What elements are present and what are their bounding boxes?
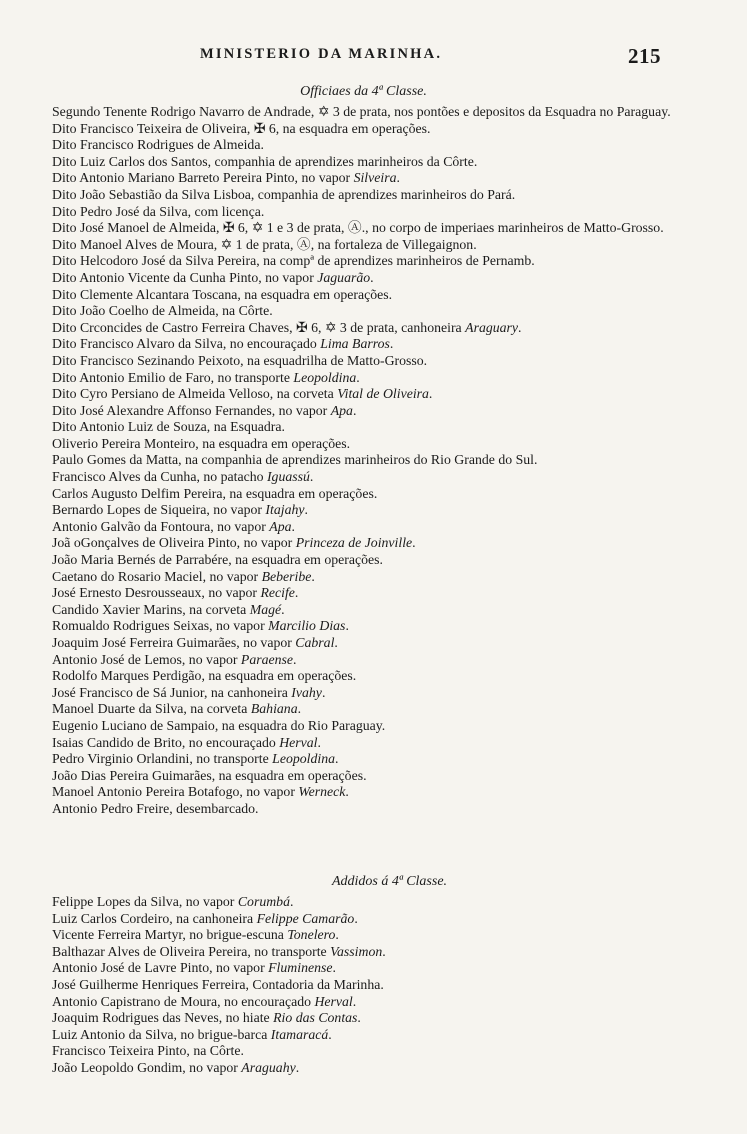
- list-entry: [52, 768, 700, 785]
- entry-text: João Maria Bernés de Parrabére, na esquadra em operações.: [52, 552, 383, 568]
- section-heading-officers: Officiaes da 4ª Classe.: [300, 84, 427, 99]
- entry-text: Antonio Galvão da Fontoura, no vapor: [52, 518, 270, 534]
- entry-text: Luiz Carlos Cordeiro, na canhoneira: [52, 910, 257, 926]
- ship-name: Tonelero: [287, 927, 336, 943]
- list-entry: [52, 635, 700, 652]
- page-number: 215: [628, 44, 661, 68]
- entry-text: Dito Francisco Teixeira de Oliveira, ✠ 6, na esquadra em operações.: [52, 120, 431, 136]
- entry-punctuation: .: [352, 402, 357, 418]
- entry-text: Joaquim Rodrigues das Neves, no hiate: [52, 1010, 274, 1026]
- entry-text: Dito Antonio Luiz de Souza, na Esquadra.: [52, 419, 285, 435]
- list-entry: [52, 668, 700, 685]
- list-entry: [52, 137, 700, 154]
- ship-name: Leopoldina: [272, 751, 336, 767]
- ship-name: Recife: [260, 585, 295, 601]
- list-entry: [52, 436, 700, 453]
- list-entry: [52, 386, 700, 403]
- entry-text: Joaquim José Ferreira Guimarães, no vapor: [52, 635, 296, 650]
- entry-text: Pedro Virginio Orlandini, no transporte: [52, 751, 273, 767]
- list-entry: [52, 1060, 700, 1077]
- list-entry: [52, 519, 700, 536]
- entry-punctuation: .: [289, 894, 294, 909]
- list-entry: [52, 535, 700, 552]
- entry-text: João Leopoldo Gondim, no vapor: [52, 1059, 242, 1075]
- entry-text: Antonio José de Lemos, no vapor: [52, 651, 241, 667]
- list-entry: [52, 170, 700, 187]
- entry-text: Carlos Augusto Delfim Pereira, na esquadra em operações.: [52, 485, 378, 501]
- entry-punctuation: .: [311, 568, 315, 584]
- entry-text: Dito José Alexandre Affonso Fernandes, no vapor: [52, 402, 331, 418]
- entry-text: Dito Cyro Persiano de Almeida Velloso, na corveta: [52, 386, 338, 402]
- list-entry: [52, 353, 700, 370]
- entry-text: Antonio Capistrano de Moura, no encouraçado: [52, 993, 315, 1009]
- ship-name: Herval: [279, 734, 318, 750]
- entry-punctuation: .: [294, 585, 299, 601]
- officers-list: [52, 104, 700, 818]
- entry-punctuation: .: [295, 1059, 300, 1075]
- ship-name: Felippe Camarão: [256, 910, 355, 926]
- entry-text: Manoel Duarte da Silva, na corveta: [52, 701, 251, 717]
- entry-text: Dito Francisco Rodrigues de Almeida.: [52, 137, 264, 153]
- list-entry: [52, 977, 700, 994]
- entry-text: Dito João Coelho de Almeida, na Côrte.: [52, 303, 273, 319]
- entry-text: Joã oGonçalves de Oliveira Pinto, no vapor: [52, 535, 296, 551]
- entry-punctuation: .: [291, 518, 295, 534]
- entry-text: Dito Antonio Mariano Barreto Pereira Pinto, no vapor: [52, 170, 354, 186]
- entry-text: Oliverio Pereira Monteiro, na esquadra em operações.: [52, 435, 351, 451]
- list-entry: [52, 569, 700, 586]
- list-entry: [52, 618, 700, 635]
- list-entry: [52, 104, 700, 121]
- ship-name: Leopoldina: [293, 369, 357, 385]
- ship-name: Paraense: [240, 651, 294, 667]
- entry-punctuation: .: [345, 784, 349, 800]
- ship-name: Ivahy: [291, 684, 322, 700]
- list-entry: [52, 911, 700, 928]
- entry-text: Vicente Ferreira Martyr, no brigue-escuna: [52, 927, 288, 943]
- entry-punctuation: .: [356, 369, 360, 385]
- ship-name: Jaguarão: [317, 269, 371, 285]
- entry-text: Dito Antonio Emilio de Faro, no transporte: [52, 369, 294, 385]
- entry-text: José Guilherme Henriques Ferreira, Contadoria da Marinha.: [52, 976, 384, 992]
- entry-text: Romualdo Rodrigues Seixas, no vapor: [52, 618, 269, 634]
- list-entry: [52, 502, 700, 519]
- list-entry: [52, 960, 700, 977]
- entry-text: João Dias Pereira Guimarães, na esquadra em operações.: [52, 767, 367, 783]
- entry-text: Candido Xavier Marins, na corveta: [52, 601, 250, 617]
- entry-text: Dito Antonio Vicente da Cunha Pinto, no vapor: [52, 269, 318, 285]
- list-entry: [52, 701, 700, 718]
- list-entry: [52, 154, 700, 171]
- section-heading-attached: Addidos á 4ª Classe.: [331, 874, 448, 889]
- list-entry: [52, 220, 700, 237]
- list-entry: [52, 552, 700, 569]
- ship-name: Beberibe: [261, 568, 312, 584]
- list-entry: [52, 204, 700, 221]
- entry-punctuation: .: [335, 927, 339, 943]
- ship-name: Cabral: [295, 635, 335, 650]
- ship-name: Itajahy: [265, 502, 305, 518]
- list-entry: [52, 1027, 700, 1044]
- list-entry: [52, 336, 700, 353]
- entry-punctuation: .: [345, 618, 349, 634]
- list-entry: [52, 685, 700, 702]
- ship-name: Silveira: [353, 170, 397, 186]
- list-entry: [52, 287, 700, 304]
- entry-punctuation: .: [332, 960, 336, 976]
- ship-name: Araguahy: [241, 1059, 296, 1075]
- entry-text: Dito José Manoel de Almeida, ✠ 6, ✡ 1 e 3 de prata, Ⓐ., no corpo de imperiaes marinheiros de Matto-Grosso.: [52, 220, 664, 236]
- list-entry: [52, 1043, 700, 1060]
- entry-text: Dito Luiz Carlos dos Santos, companhia de aprendizes marinheiros da Côrte.: [52, 153, 478, 169]
- ship-name: Vassimon: [330, 943, 383, 959]
- list-entry: [52, 452, 700, 469]
- entry-punctuation: .: [518, 319, 522, 335]
- ship-name: Vital de Oliveira: [337, 386, 429, 402]
- entry-punctuation: .: [281, 601, 285, 617]
- entry-punctuation: .: [412, 535, 416, 551]
- list-entry: [52, 320, 700, 337]
- list-entry: [52, 801, 700, 818]
- entry-punctuation: .: [293, 651, 297, 667]
- ship-name: Lima Barros: [320, 336, 390, 352]
- list-entry: [52, 894, 700, 911]
- list-entry: [52, 602, 700, 619]
- list-entry: [52, 253, 700, 270]
- list-entry: [52, 1010, 700, 1027]
- list-entry: [52, 784, 700, 801]
- entry-punctuation: .: [328, 1026, 332, 1042]
- page-header: [0, 44, 747, 74]
- entry-text: Dito Clemente Alcantara Toscana, na esquadra em operações.: [52, 286, 393, 302]
- ship-name: Itamaracá: [270, 1026, 329, 1042]
- entry-text: Luiz Antonio da Silva, no brigue-barca: [52, 1026, 271, 1042]
- entry-punctuation: .: [370, 269, 374, 285]
- list-entry: [52, 187, 700, 204]
- entry-text: Francisco Teixeira Pinto, na Côrte.: [52, 1043, 244, 1059]
- entry-text: Francisco Alves da Cunha, no patacho: [52, 469, 267, 485]
- entry-text: Antonio José de Lavre Pinto, no vapor: [52, 960, 269, 976]
- entry-text: Felippe Lopes da Silva, no vapor: [52, 894, 238, 909]
- list-entry: [52, 403, 700, 420]
- list-entry: [52, 585, 700, 602]
- entry-text: Caetano do Rosario Maciel, no vapor: [52, 568, 262, 584]
- list-entry: [52, 270, 700, 287]
- entry-punctuation: .: [396, 170, 400, 186]
- ship-name: Apa: [269, 518, 292, 534]
- entry-punctuation: .: [389, 336, 394, 352]
- ship-name: Apa: [330, 402, 353, 418]
- list-entry: [52, 927, 700, 944]
- entry-text: Isaias Candido de Brito, no encouraçado: [52, 734, 280, 750]
- list-entry: [52, 944, 700, 961]
- ship-name: Fluminense: [268, 960, 333, 976]
- entry-text: Dito Francisco Sezinando Peixoto, na esquadrilha de Matto-Grosso.: [52, 352, 428, 368]
- list-entry: [52, 303, 700, 320]
- entry-punctuation: .: [297, 701, 302, 717]
- ship-name: Herval: [314, 993, 353, 1009]
- attached-list: [52, 894, 700, 1077]
- entry-punctuation: .: [352, 993, 357, 1009]
- entry-text: Dito Francisco Alvaro da Silva, no encouraçado: [52, 336, 321, 352]
- list-entry: [52, 735, 700, 752]
- entry-text: Bernardo Lopes de Siqueira, no vapor: [52, 502, 266, 518]
- entry-punctuation: .: [309, 469, 314, 485]
- entry-text: Dito João Sebastião da Silva Lisboa, companhia de aprendizes marinheiros do Pará.: [52, 186, 516, 202]
- entry-text: Dito Pedro José da Silva, com licença.: [52, 203, 265, 219]
- entry-punctuation: .: [334, 635, 338, 650]
- ship-name: Iguassú: [266, 469, 310, 485]
- entry-text: Rodolfo Marques Perdigão, na esquadra em operações.: [52, 668, 357, 684]
- entry-text: Balthazar Alves de Oliveira Pereira, no transporte: [52, 943, 331, 959]
- list-entry: [52, 994, 700, 1011]
- list-entry: [52, 469, 700, 486]
- ship-name: Magé: [249, 601, 282, 617]
- list-entry: [52, 486, 700, 503]
- list-entry: [52, 718, 700, 735]
- entry-text: Segundo Tenente Rodrigo Navarro de Andrade, ✡ 3 de prata, nos pontões e depositos da Esquadra no Paraguay.: [52, 104, 671, 119]
- ship-name: Rio das Contas: [273, 1010, 358, 1026]
- entry-punctuation: .: [357, 1010, 361, 1026]
- ship-name: Princeza de Joinville: [295, 535, 413, 551]
- list-entry: [52, 121, 700, 138]
- entry-punctuation: .: [304, 502, 308, 518]
- list-entry: [52, 751, 700, 768]
- ship-name: Araguary: [465, 319, 519, 335]
- list-entry: [52, 237, 700, 254]
- entry-text: Manoel Antonio Pereira Botafogo, no vapor: [52, 784, 299, 800]
- entry-text: Dito Helcodoro José da Silva Pereira, na compª de aprendizes marinheiros de Pernamb.: [52, 253, 535, 269]
- running-title: MINISTERIO DA MARINHA.: [200, 46, 443, 62]
- entry-punctuation: .: [321, 684, 326, 700]
- list-entry: [52, 370, 700, 387]
- entry-text: Dito Manoel Alves de Moura, ✡ 1 de prata, Ⓐ, na fortaleza de Villegaignon.: [52, 236, 477, 252]
- entry-text: Dito Crconcides de Castro Ferreira Chaves, ✠ 6, ✡ 3 de prata, canhoneira: [52, 319, 466, 335]
- ship-name: Bahiana: [250, 701, 298, 717]
- entry-text: Paulo Gomes da Matta, na companhia de aprendizes marinheiros do Rio Grande do Sul.: [52, 452, 538, 468]
- ship-name: Corumbá: [237, 894, 290, 909]
- list-entry: [52, 419, 700, 436]
- entry-text: Antonio Pedro Freire, desembarcado.: [52, 800, 259, 816]
- entry-punctuation: .: [354, 910, 358, 926]
- entry-punctuation: .: [382, 943, 386, 959]
- entry-punctuation: .: [317, 734, 321, 750]
- list-entry: [52, 652, 700, 669]
- ship-name: Marcilio Dias: [268, 618, 346, 634]
- entry-text: José Francisco de Sá Junior, na canhoneira: [52, 684, 292, 700]
- entry-text: José Ernesto Desrousseaux, no vapor: [52, 585, 261, 601]
- entry-punctuation: .: [335, 751, 339, 767]
- ship-name: Werneck: [298, 784, 346, 800]
- entry-text: Eugenio Luciano de Sampaio, na esquadra do Rio Paraguay.: [52, 717, 386, 733]
- entry-punctuation: .: [428, 386, 433, 402]
